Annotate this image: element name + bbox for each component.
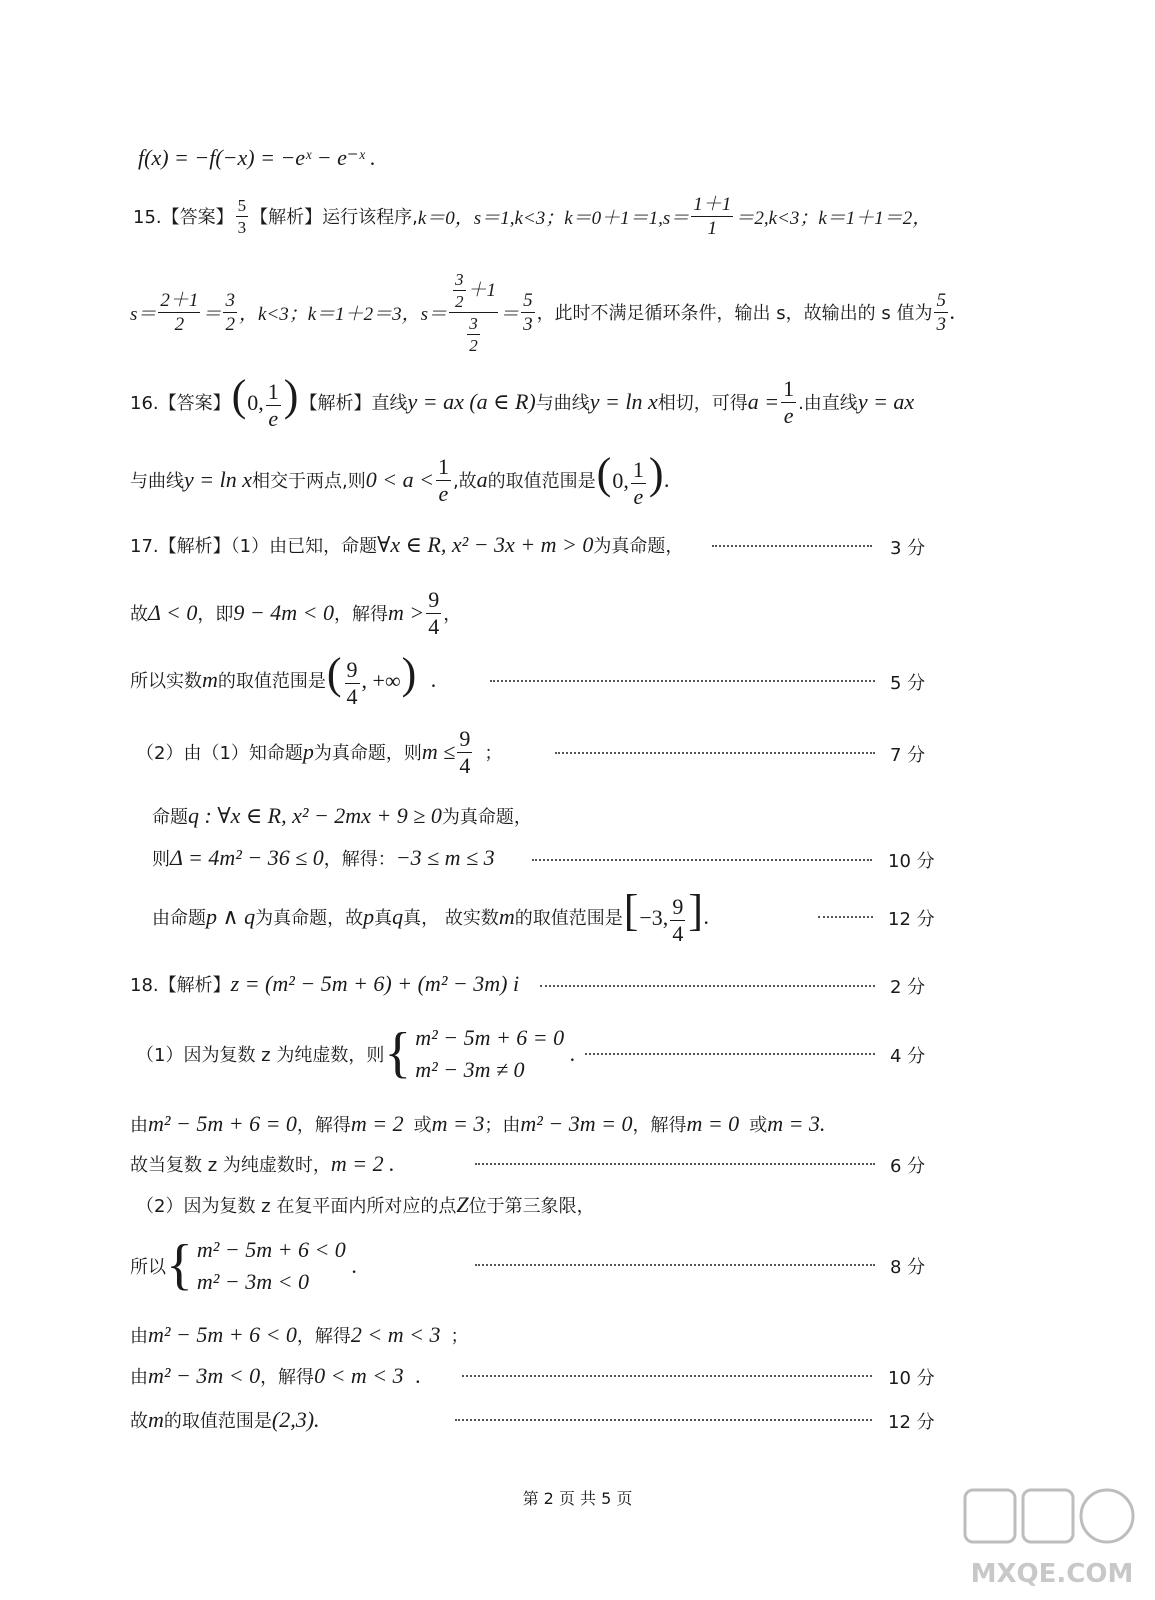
leader-dots (818, 916, 873, 919)
score-label: 7 分 (890, 745, 926, 766)
q18-line4: 故当复数 z 为纯虚数时， m = 2 . 6 分 (130, 1151, 926, 1177)
q17-line1: 17.【解析】（1）由已知，命题 ∀x ∈ R, x² − 3x + m > 0 为真命题， 3 分 (130, 532, 926, 559)
q18-heading: 18.【解析】 (130, 975, 231, 996)
q18-line2: （1）因为复数 z 为纯虚数，则 { m² − 5m + 6 = 0 m² − 3m ≠ 0 . 4 分 (136, 1022, 926, 1084)
score-label: 3 分 (890, 538, 926, 559)
q16-answer: (0, $\frac{1}{e}$ ) (231, 371, 299, 431)
q17-line5: 命题 q : ∀x ∈ R, x² − 2mx + 9 ≥ 0 为真命题， (152, 803, 532, 828)
inequality-system: { m² − 5m + 6 < 0 m² − 3m < 0 (166, 1234, 346, 1296)
score-label: 4 分 (890, 1046, 926, 1067)
watermark-logo (957, 1484, 1147, 1594)
score-label: 10 分 (888, 1368, 935, 1389)
q18-line9: 故 m 的取值范围是 (2,3). 12 分 (130, 1407, 935, 1433)
leader-dots (475, 1163, 875, 1166)
score-label: 6 分 (890, 1156, 926, 1177)
leader-dots (490, 680, 875, 683)
score-label: 5 分 (890, 673, 926, 694)
q18-line1: 18.【解析】 z = (m² − 5m + 6) + (m² − 3m) i 2 分 (130, 971, 926, 998)
q17-heading: 17.【解析】（1）由已知，命题 (130, 536, 378, 557)
score-label: 12 分 (888, 1412, 935, 1433)
leader-dots (585, 1053, 875, 1056)
page-footer: 第 2 页 共 5 页 (522, 1489, 633, 1508)
q17-line7: 由命题 p ∧ q 为真命题，故 p 真 q 真， 故实数 m 的取值范围是 [−3, $\frac{9}{4}$ ] . 12 分 (152, 886, 935, 946)
score-label: 12 分 (888, 909, 935, 930)
q15-line2: s＝ $\frac{2+1}{2}$ ＝ $\frac{3}{2}$ ，k<3；k＝1＋2＝3，s＝ $\frac{3}{2}$ ＋1 $\frac{3}{2}$ ＝ $\frac{5}{3}$ ，此时不满足循环条件，输出 s，故输出的 s 值为 $\frac{5}{3}$ . (130, 269, 956, 355)
score-label: 8 分 (890, 1257, 926, 1278)
leader-dots (712, 545, 872, 548)
q17-line3: 所以实数 m 的取值范围是 ( $\frac{9}{4}$ , +∞) . 5 分 (130, 649, 926, 709)
q15-answer: $\frac{5}{3}$ (237, 195, 247, 237)
q18-line8: 由 m² − 3m < 0 ，解得 0 < m < 3 . 10 分 (130, 1363, 935, 1389)
q18-line3: 由 m² − 5m + 6 = 0 ，解得 m = 2 或 m = 3 ；由 m² − 3m = 0 ，解得 m = 0 或 m = 3. (130, 1111, 826, 1136)
q16-line1: 16.【答案】 (0, $\frac{1}{e}$ ) 【解析】直线 y = ax (a ∈ R) 与曲线 y = ln x 相切，可得 a = $\frac{1}{e}$ .由直线 y = ax (130, 371, 915, 431)
q18-line5: （2）因为复数 z 在复平面内所对应的点 Z 位于第三象限， (136, 1192, 595, 1217)
q18-line7: 由 m² − 5m + 6 < 0 ，解得 2 < m < 3 ； (130, 1322, 469, 1347)
q16-line2: 与曲线 y = ln x 相交于两点,则 0 < a < $\frac{1}{e}$ ,故 a 的取值范围是 (0, $\frac{1}{e}$ ) . (130, 449, 670, 509)
score-label: 10 分 (888, 851, 935, 872)
q17-line6: 则 Δ = 4m² − 36 ≤ 0 ，解得： −3 ≤ m ≤ 3 10 分 (152, 845, 935, 872)
q15-heading: 15.【答案】 (133, 207, 234, 228)
q16-heading: 16.【答案】 (130, 393, 231, 414)
leader-dots (532, 859, 872, 862)
q18-line6: 所以 { m² − 5m + 6 < 0 m² − 3m < 0 . 8 分 (130, 1234, 926, 1296)
leader-dots (540, 985, 875, 988)
leader-dots (475, 1264, 875, 1267)
equation-system: { m² − 5m + 6 = 0 m² − 3m ≠ 0 (384, 1022, 565, 1084)
q15-complex-fraction: $\frac{3}{2}$ ＋1 $\frac{3}{2}$ (449, 271, 498, 354)
q15-line1: 15.【答案】 $\frac{5}{3}$ 【解析】运行该程序, k＝0，s＝1,k<3；k＝0＋1＝1,s＝ $\frac{1+1}{1}$ ＝2,k<3；k＝1＋1＝2， (133, 193, 932, 239)
score-label: 2 分 (890, 977, 926, 998)
leader-dots (462, 1375, 872, 1378)
q17-line2: 故 Δ < 0 ，即 9 − 4m < 0 ，解得 m > $\frac{9}{4}$ ， (130, 586, 462, 639)
svg-text:MXQE.COM: MXQE.COM (970, 1559, 1134, 1589)
line-fx (0, 128, 1155, 188)
q17-line4: （2）由（1）知命题 p 为真命题，则 m ≤ $\frac{9}{4}$ ； 7 分 (136, 725, 926, 778)
leader-dots (555, 752, 875, 755)
formula-fx: f(x) = −f(−x) = −eˣ − e⁻ˣ . (138, 145, 376, 170)
leader-dots (455, 1419, 872, 1422)
